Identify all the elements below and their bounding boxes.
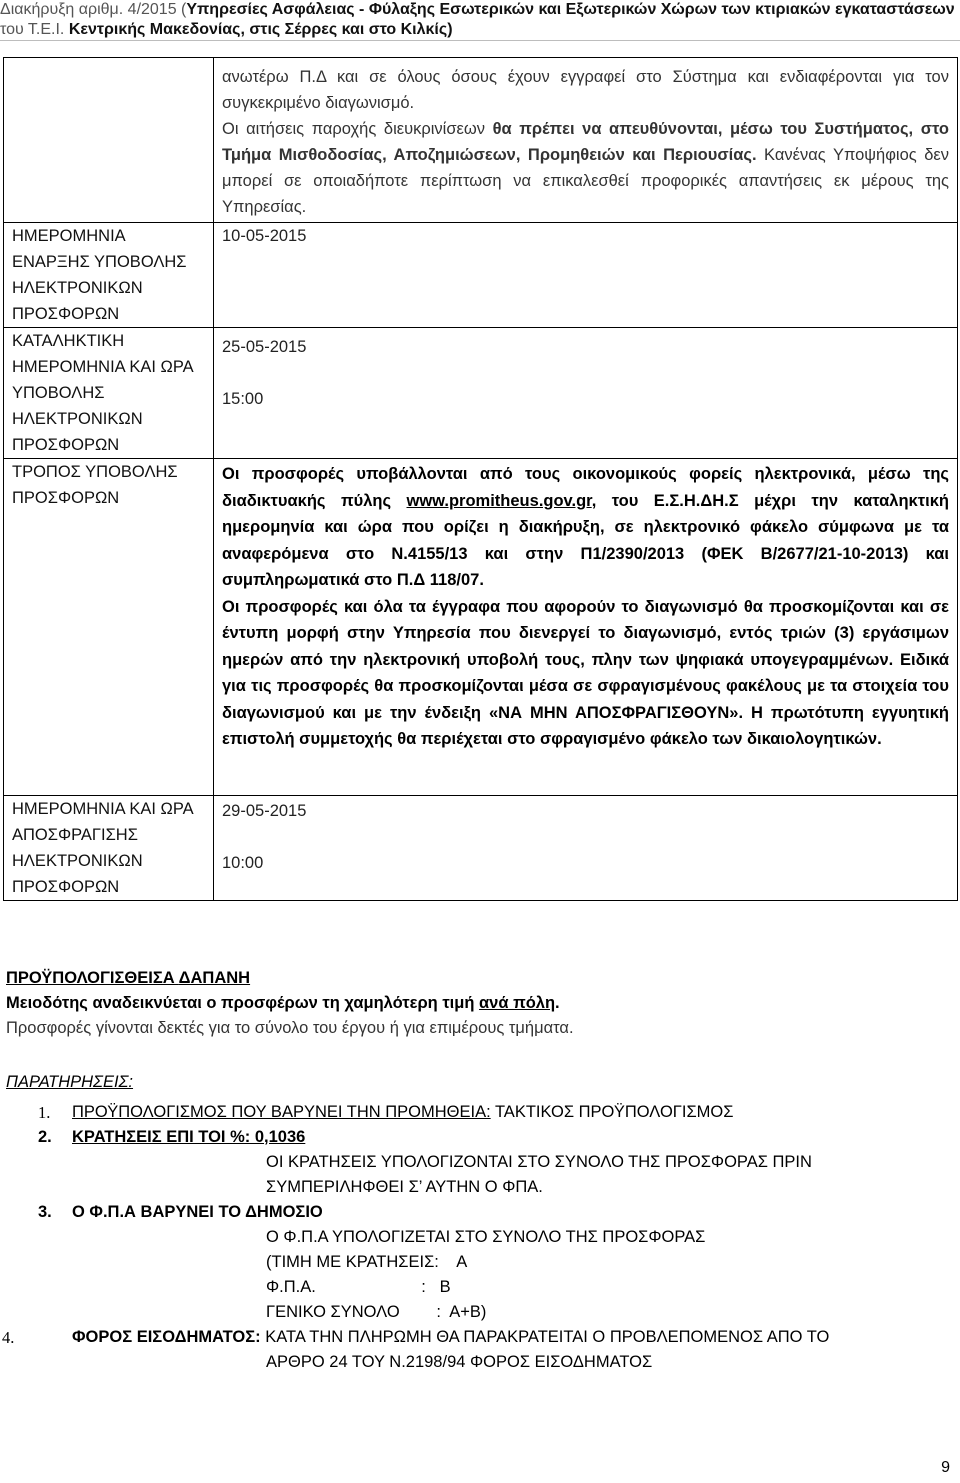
start-date-value: 10-05-2015 bbox=[222, 227, 307, 245]
page-header bbox=[0, 0, 960, 41]
note-3-sub-1 bbox=[6, 1225, 954, 1250]
header-prefix-2: του Τ.Ε.Ι. bbox=[0, 21, 69, 38]
clarifications-text bbox=[222, 116, 949, 220]
opening-date-cell bbox=[214, 796, 958, 901]
note-3-sub-2 bbox=[6, 1250, 954, 1275]
intro-text: ανωτέρω Π.Δ και σε όλους όσους έχουν εγγραφεί στο Σύστημα και ενδιαφέρονται για τον συγκεκριμένο διαγωνισμό. bbox=[222, 68, 949, 112]
budget-line-1-underlined: ανά πόλη bbox=[479, 994, 556, 1012]
note-3-number: 3. bbox=[38, 1203, 52, 1221]
table-row-submission-mode bbox=[4, 459, 958, 796]
opening-date-label: ΗΜΕΡΟΜΗΝΙΑ ΚΑΙ ΩΡΑ ΑΠΟΣΦΡΑΓΙΣΗΣ ΗΛΕΚΤΡΟΝΙΚΩΝ ΠΡΟΣΦΟΡΩΝ bbox=[4, 796, 214, 901]
notes-list bbox=[2, 1100, 954, 1375]
deadline-time-value: 15:00 bbox=[222, 390, 264, 408]
note-3-sub-4 bbox=[6, 1300, 954, 1325]
note-2-label: ΚΡΑΤΗΣΕΙΣ ΕΠΙ ΤΟΙ %: 0,1036 bbox=[72, 1128, 306, 1146]
note-2-sub-1 bbox=[6, 1150, 954, 1175]
empty-label-cell bbox=[4, 58, 214, 223]
mode-text-b: , του Ε.Σ.Η.ΔΗ.Σ μέχρι την καταληκτική ημερομηνία και ώρα που ορίζει η διακήρυξη, σε ηλεκτρονικό φάκελο σύμφωνα με τα αναφερόμενα στο Ν.4155/13 και στην Π1/2390/2013 (ΦΕΚ Β/2677/21-10-2013) και συμπληρωματικά στο Π.Δ 118/07. bbox=[222, 491, 949, 589]
deadline-cell bbox=[214, 328, 958, 459]
submission-mode-cell bbox=[214, 459, 958, 796]
header-prefix: Διακήρυξη αριθμ. 4/2015 ( bbox=[0, 1, 187, 18]
opening-time-value: 10:00 bbox=[222, 854, 264, 872]
clarifications-pre: Οι αιτήσεις παροχής διευκρινίσεων bbox=[222, 120, 493, 138]
note-2-text-2: ΣΥΜΠΕΡΙΛΗΦΘΕΙ Σ’ ΑΥΤΗΝ Ο ΦΠΑ. bbox=[266, 1178, 543, 1196]
note-2-sub-2 bbox=[6, 1175, 954, 1200]
budget-line-1-end: . bbox=[555, 994, 560, 1012]
clarifications-bold: θα πρέπει να απευθύνονται, μέσω του Συστήματος, στο Τμήμα Μισθοδοσίας, Αποζημιώσεων, Προμηθειών και Περιουσίας. bbox=[222, 120, 949, 164]
mode-text-2: Οι προσφορές και όλα τα έγγραφα που αφορούν το διαγωνισμό θα προσκομίζονται και σε έντυπη μορφή στην Υπηρεσία που διενεργεί το διαγωνισμό, εντός τριών (3) εργάσιμων ημερών από την ηλεκτρονική υποβολή τους, πλην των ψηφιακά υπογεγραμμένων. Ειδικά για τις προσφορές θα προσκομίζονται μέσα σε σφραγισμένους φακέλους με τα στοιχεία του διαγωνισμού και με την ένδειξη «ΝΑ ΜΗΝ ΑΠΟΣΦΡΑΓΙΣΘΟΥΝ». Η πρωτότυπη εγγυητική επιστολή συμμετοχής θα περιέχεται στο σφραγισμένο φάκελο των δικαιολογητικών. bbox=[222, 597, 949, 748]
opening-date-value: 29-05-2015 bbox=[222, 802, 307, 820]
clarifications-cell bbox=[214, 58, 958, 223]
note-3-text-2: (ΤΙΜΗ ΜΕ ΚΡΑΤΗΣΕΙΣ: Α bbox=[266, 1253, 468, 1271]
budget-line-1-text: Μειοδότης αναδεικνύεται ο προσφέρων τη χαμηλότερη τιμή bbox=[6, 994, 480, 1012]
budget-title-a: ΠΡΟΫΠΟΛΟΓΙΣΘΕΙΣΑ bbox=[6, 969, 179, 987]
note-4-number: 4. bbox=[2, 1328, 15, 1347]
start-date-label: ΗΜΕΡΟΜΗΝΙΑ ΕΝΑΡΞΗΣ ΥΠΟΒΟΛΗΣ ΗΛΕΚΤΡΟΝΙΚΩΝ ΠΡΟΣΦΟΡΩΝ bbox=[4, 223, 214, 328]
budget-title bbox=[6, 966, 954, 991]
budget-line-2: Προσφορές γίνονται δεκτές για το σύνολο του έργου ή για επιμέρους τμήματα. bbox=[6, 1019, 574, 1037]
note-1-number: 1. bbox=[38, 1103, 51, 1122]
note-3-text-4: ΓΕΝΙΚΟ ΣΥΝΟΛΟ : Α+Β) bbox=[266, 1303, 487, 1321]
note-3-label: Ο Φ.Π.Α ΒΑΡΥΝΕΙ ΤΟ ΔΗΜΟΣΙΟ bbox=[72, 1203, 323, 1221]
note-1-label: ΠΡΟΫΠΟΛΟΓΙΣΜΟΣ ΠΟΥ ΒΑΡΥΝΕΙ ΤΗΝ ΠΡΟΜΗΘΕΙΑ: bbox=[72, 1103, 491, 1121]
note-4 bbox=[2, 1325, 954, 1350]
note-1 bbox=[6, 1100, 954, 1125]
deadline-date-value: 25-05-2015 bbox=[222, 338, 307, 356]
submission-mode-label: ΤΡΟΠΟΣ ΥΠΟΒΟΛΗΣ ΠΡΟΣΦΟΡΩΝ bbox=[4, 459, 214, 796]
promitheus-link[interactable]: www.promitheus.gov.gr bbox=[406, 491, 592, 510]
note-4-sub bbox=[6, 1350, 954, 1375]
page-number: 9 bbox=[941, 1459, 950, 1476]
table-row-start-date bbox=[4, 223, 958, 328]
note-3-text-1: Ο Φ.Π.Α ΥΠΟΛΟΓΙΖΕΤΑΙ ΣΤΟ ΣΥΝΟΛΟ ΤΗΣ ΠΡΟΣΦΟΡΑΣ bbox=[266, 1228, 706, 1246]
note-3-sub-3 bbox=[6, 1275, 954, 1300]
submission-mode-paragraph-1 bbox=[222, 461, 949, 594]
deadline-label: ΚΑΤΑΛΗΚΤΙΚΗ ΗΜΕΡΟΜΗΝΙΑ ΚΑΙ ΩΡΑ ΥΠΟΒΟΛΗΣ ΗΛΕΚΤΡΟΝΙΚΩΝ ΠΡΟΣΦΟΡΩΝ bbox=[4, 328, 214, 459]
clarifications-post: Κανένας Υποψήφιος δεν μπορεί σε οποιαδήποτε περίπτωση να επικαλεσθεί προφορικές απαντήσεις εκ μέρους της Υπηρεσίας. bbox=[222, 146, 950, 216]
header-title-bold: Υπηρεσίες Ασφάλειας - Φύλαξης Εσωτερικών και Εξωτερικών Χώρων των κτιριακών εγκαταστάσεων bbox=[186, 1, 955, 18]
mode-text-a: Οι προσφορές υποβάλλονται από τους οικονομικούς φορείς ηλεκτρονικά, μέσω της διαδικτυακής πύλης bbox=[222, 465, 949, 510]
tender-info-table bbox=[3, 57, 958, 901]
table-row-clarifications bbox=[4, 58, 958, 223]
table-row-opening-date bbox=[4, 796, 958, 901]
notes-title-text: ΠΑΡΑΤΗΡΗΣΕΙΣ: bbox=[6, 1073, 134, 1091]
note-3 bbox=[6, 1200, 954, 1225]
header-line-2 bbox=[0, 20, 960, 40]
notes-title bbox=[6, 1073, 133, 1092]
note-4-text: ΑΡΘΡΟ 24 ΤΟΥ Ν.2198/94 ΦΟΡΟΣ ΕΙΣΟΔΗΜΑΤΟΣ bbox=[266, 1353, 653, 1371]
note-2-text-1: ΟΙ ΚΡΑΤΗΣΕΙΣ ΥΠΟΛΟΓΙΖΟΝΤΑΙ ΣΤΟ ΣΥΝΟΛΟ ΤΗΣ ΠΡΟΣΦΟΡΑΣ ΠΡΙΝ bbox=[266, 1153, 812, 1171]
header-line-1 bbox=[0, 0, 960, 20]
budget-line-1 bbox=[6, 991, 954, 1016]
note-1-value: ΤΑΚΤΙΚΟΣ ΠΡΟΫΠΟΛΟΓΙΣΜΟΣ bbox=[490, 1103, 734, 1121]
table-row-deadline bbox=[4, 328, 958, 459]
start-date-cell bbox=[214, 223, 958, 328]
note-2-number: 2. bbox=[38, 1128, 52, 1146]
budget-section bbox=[6, 966, 954, 1041]
note-3-text-3: Φ.Π.Α. : Β bbox=[266, 1278, 451, 1296]
note-4-label: ΦΟΡΟΣ ΕΙΣΟΔΗΜΑΤΟΣ: bbox=[72, 1328, 261, 1346]
submission-mode-paragraph-2 bbox=[222, 594, 949, 753]
header-title-bold-2: Κεντρικής Μακεδονίας, στις Σέρρες και στο Κιλκίς) bbox=[68, 21, 453, 38]
budget-title-b: ΔΑΠΑΝΗ bbox=[178, 969, 251, 987]
note-2 bbox=[6, 1125, 954, 1150]
note-4-value: ΚΑΤΑ ΤΗΝ ΠΛΗΡΩΜΗ ΘΑ ΠΑΡΑΚΡΑΤΕΙΤΑΙ Ο ΠΡΟΒΛΕΠΟΜΕΝΟΣ ΑΠΟ ΤΟ bbox=[260, 1328, 830, 1346]
